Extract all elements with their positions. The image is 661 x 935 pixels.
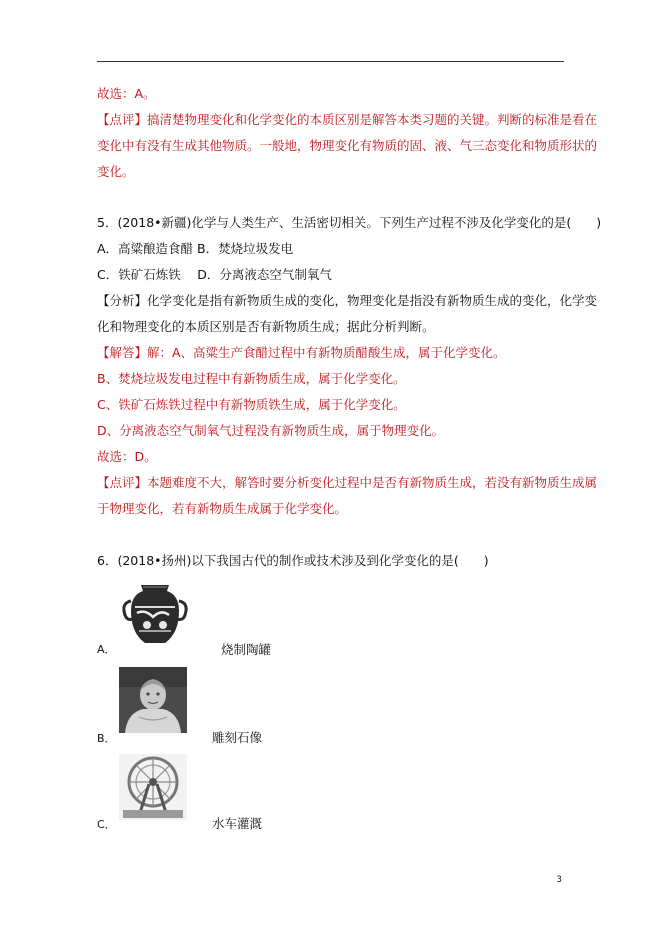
q6-option-c-letter: C． [97, 818, 116, 831]
water-wheel-icon [119, 754, 187, 820]
q6-option-b-label: 雕刻石像 [212, 730, 263, 745]
q5-stem: 5．(2018•新疆)化学与人类生产、生活密切相关。下列生产过程不涉及化学变化的是( ) [97, 215, 602, 230]
q5-answer: 故选：D。 [97, 449, 157, 464]
q5-solution-line-4: D、分离液态空气制氧气过程没有新物质生成，属于物理变化。 [97, 423, 445, 438]
header-rule [97, 61, 564, 62]
q5-options-ab: A．高粱酿造食醋 B．焚烧垃圾发电 [97, 241, 294, 256]
block1-comment-line-3: 变化。 [97, 164, 135, 179]
q6-option-a-label: 烧制陶罐 [221, 642, 272, 657]
q5-comment-line-1: 【点评】本题难度不大，解答时要分析变化过程中是否有新物质生成，若没有新物质生成属 [97, 475, 598, 490]
page-number: 3 [556, 875, 562, 885]
q5-analysis-line-1: 【分析】化学变化是指有新物质生成的变化，物理变化是指没有新物质生成的变化，化学变 [97, 293, 598, 308]
block1-answer: 故选：A。 [97, 86, 156, 101]
block1-comment-line-2: 变化中有没有生成其他物质。一般地，物理变化有物质的固、液、气三态变化和物质形状的 [97, 138, 598, 153]
q6-option-a-letter: A． [97, 643, 116, 656]
q5-options-cd: C．铁矿石炼铁 D．分离液态空气制氧气 [97, 267, 332, 282]
q6-option-b-letter: B． [97, 732, 116, 745]
q5-solution-line-1: 【解答】解：A、高粱生产食醋过程中有新物质醋酸生成，属于化学变化。 [97, 345, 506, 360]
q5-solution-line-3: C、铁矿石炼铁过程中有新物质铁生成，属于化学变化。 [97, 397, 406, 412]
block1-comment-line-1: 【点评】搞清楚物理变化和化学变化的本质区别是解答本类习题的关键。判断的标准是看在 [97, 112, 598, 127]
stone-statue-icon [119, 667, 187, 733]
q5-comment-line-2: 于物理变化，若有新物质生成属于化学变化。 [97, 501, 348, 516]
q6-stem: 6．(2018•扬州)以下我国古代的制作或技术涉及到化学变化的是( ) [97, 553, 489, 568]
pottery-jar-icon [119, 581, 191, 649]
q6-option-c-label: 水车灌溉 [212, 816, 263, 831]
q5-solution-line-2: B、焚烧垃圾发电过程中有新物质生成，属于化学变化。 [97, 371, 406, 386]
q5-analysis-line-2: 化和物理变化的本质区别是否有新物质生成；据此分析判断。 [97, 319, 435, 334]
